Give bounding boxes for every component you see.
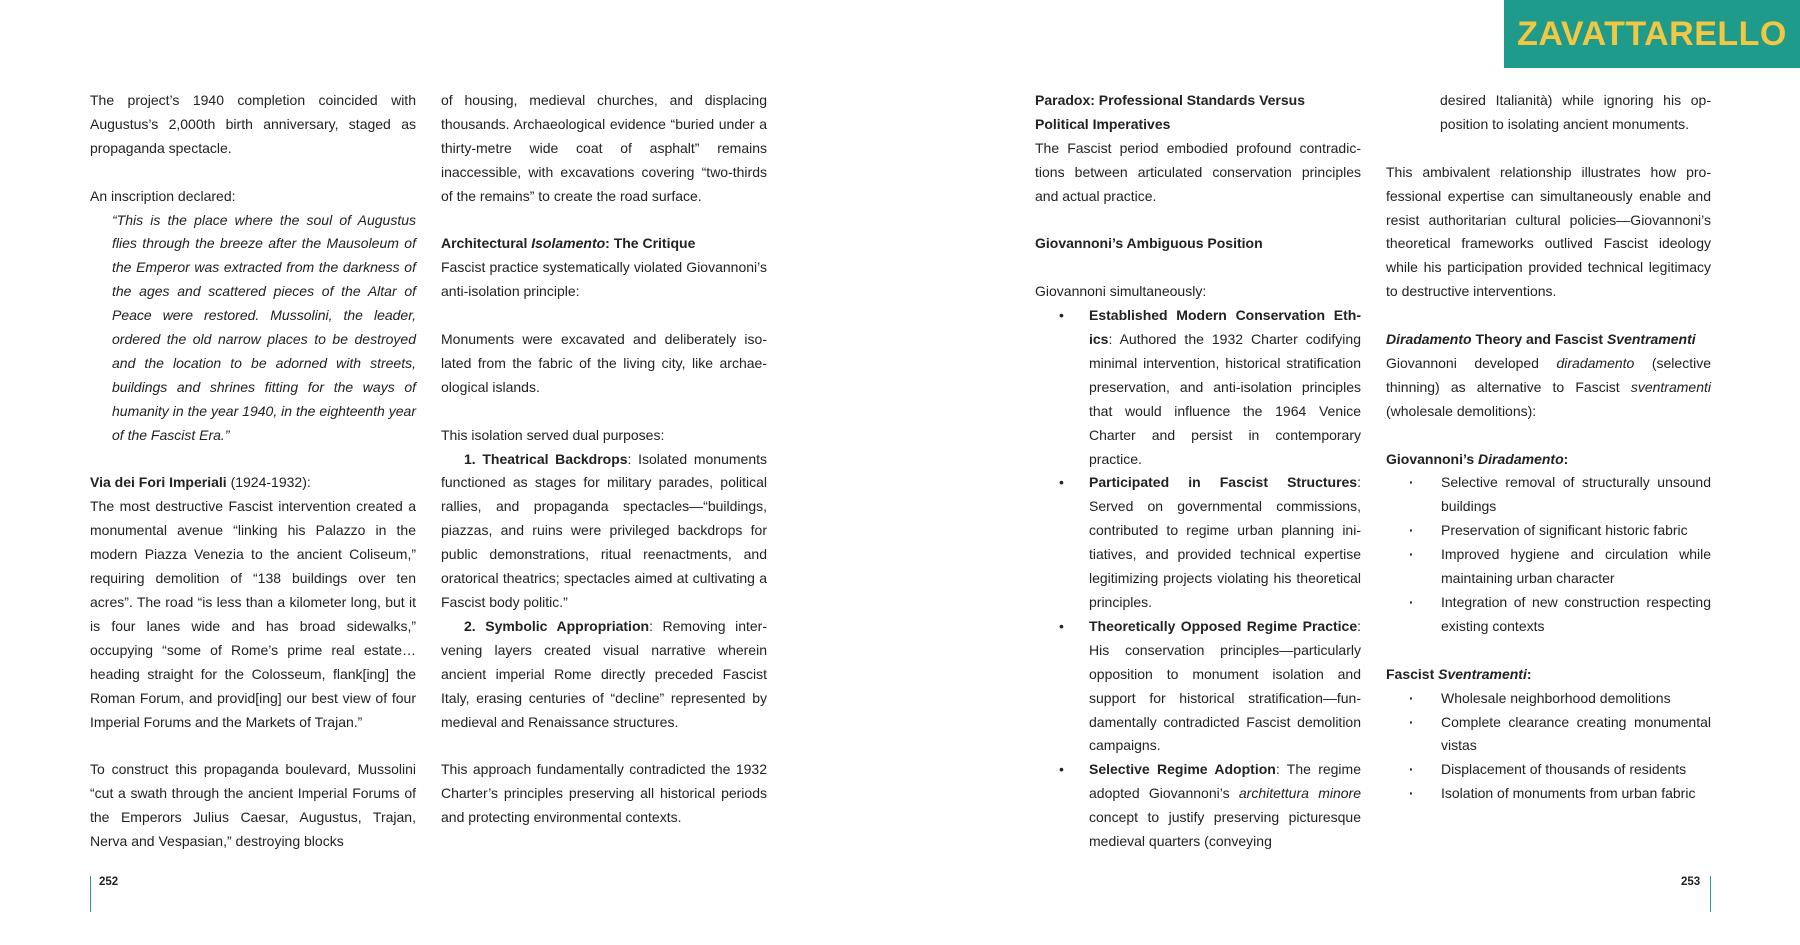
heading-part-italic: Sventramenti — [1606, 331, 1696, 348]
heading-part: : — [1563, 450, 1569, 467]
list-item: · Selective removal of structurally unsound buildings — [1386, 471, 1711, 519]
list-item: · Improved hygiene and circulation while maintaining urban character — [1386, 543, 1711, 591]
paragraph: The project’s 1940 completion coincided with Augustus’s 2,000th birth anniversary, staged as propaganda spectacle. — [90, 92, 416, 156]
list-item: · Complete clearance creating monumental vistas — [1386, 711, 1711, 759]
page-number-right: 253 — [1681, 876, 1701, 888]
chapter-title: ZAVATTARELLO — [1517, 14, 1787, 53]
list-item-text-italic: architettura minore — [1238, 785, 1361, 802]
page-253-column-2 — [1386, 89, 1711, 806]
numbered-item-label: 2. Symbolic Appropriation — [464, 617, 650, 634]
heading-text: Via dei Fori Imperiali — [90, 474, 227, 491]
paragraph — [1386, 352, 1711, 424]
paragraph: An inscription declared: — [90, 187, 236, 204]
list-item — [1035, 304, 1361, 471]
list-item-label: Theoretically Opposed Regime Practice — [1089, 617, 1358, 634]
numbered-item-label: 1. Theatrical Backdrops — [464, 450, 628, 467]
heading-part-italic: Isolamento — [531, 235, 606, 252]
heading-suffix: (1924-1932): — [226, 474, 311, 491]
list-item-label: Selective Regime Adoption — [1089, 761, 1276, 778]
page-252-column-1 — [90, 89, 416, 854]
list-item-text: : Authored the 1932 Charter codifying minimal intervention, historical stratification preservation, and anti-isolation principles that would influence the 1964 Venice Charter and persist in contemporary practice. — [1089, 331, 1361, 467]
page-252-column-2 — [441, 89, 767, 830]
continued-list-text: desired Italianità) while ignoring his opposition to isolating ancient monuments. — [1440, 92, 1711, 132]
numbered-item-text: : Isolated monuments functioned as stages for military parades, political rallies, and propaganda spectacles—“buildings, piazzas, and ruins were privileged backdrops for public demonstrations, ritual reenactments, and oratorical theatrics; spectacles aimed at cultivating a Fascist body politic.” — [441, 450, 767, 610]
heading-part: : The Critique — [605, 235, 696, 252]
page-number-left: 252 — [99, 876, 119, 888]
list-item-label: Participated in Fascist Structures — [1089, 474, 1358, 491]
paragraph: This approach fundamentally contradicted the 1932 Charter’s principles preserving all historical periods and protecting environmental contexts. — [441, 761, 767, 826]
bullet-list — [1035, 304, 1361, 854]
text-part: (selective thinning) as alternative to Fascist — [1386, 354, 1711, 395]
list-item — [1035, 758, 1361, 854]
heading-part: Theory and Fascist — [1471, 331, 1607, 348]
text-part: Giovannoni developed — [1386, 354, 1557, 371]
paragraph: To construct this propaganda boulevard, Mussolini “cut a swath through the ancient Imperial Forums of the Emperors Julius Caesar, Augustus, Trajan, Nerva and Vespasian,” destroying blocks — [90, 761, 416, 850]
paragraph: of housing, medieval churches, and displacing thousands. Archaeological evidence “buried under a thirty-metre wide coat of asphalt” remains inaccessible, with excavations covering “two-thirds of the remains” to create the road surface. — [441, 92, 767, 204]
heading-part-italic: Sventramenti — [1438, 665, 1527, 682]
text-part-italic: diradamento — [1556, 354, 1635, 371]
list-item — [1035, 615, 1361, 758]
heading-part-italic: Diradamento — [1478, 450, 1564, 467]
section-heading — [90, 471, 416, 495]
chapter-title-banner — [1504, 0, 1800, 68]
list-item-text: : His conservation principles—particularly opposition to monument isolation and support for historical stratification—fundamentally contradicted Fascist demolition campaigns. — [1089, 617, 1361, 754]
list-item-text: concept to justify preserving picturesque medieval quarters (conveying — [1089, 809, 1361, 850]
inscription-quote: “This is the place where the soul of Augustus flies through the breeze after the Mausoleum of the Emperor was extracted from the darkness of the ages and scattered pieces of the Altar of Peace were restored. Mussolini, the leader, ordered the old narrow places to be destroyed and the location to be adorned with streets, buildings and shrines fitting for the ways of humanity in the year 1940, in the eighteenth year of the Fascist Era.” — [112, 211, 416, 443]
section-heading — [1386, 663, 1711, 687]
page-number-rule-left — [90, 876, 91, 912]
paragraph: The Fascist period embodied profound contradictions between articulated conservation principles and actual practice. — [1035, 139, 1361, 204]
paragraph: This ambivalent relationship illustrates how professional expertise can simultaneously enable and resist authoritarian cultural policies—Giovannoni’s theoretical frameworks outlived Fascist ideology while his participation provided technical legitimacy to destructive interventions. — [1386, 163, 1711, 300]
paragraph: This isolation served dual purposes: — [441, 426, 665, 443]
text-part-italic: sventramenti — [1630, 378, 1711, 395]
section-heading — [1386, 448, 1711, 472]
text-part: (wholesale demolitions): — [1386, 402, 1537, 419]
list-item: · Preservation of significant historic fabric — [1386, 519, 1711, 543]
list-item-text: : The regime adopted Giovannoni’s — [1089, 761, 1361, 802]
page-253-column-1 — [1035, 89, 1361, 854]
page-number-rule-right — [1710, 876, 1711, 912]
list-item-text: : Served on governmental commissions, contributed to regime urban planning initiatives, and provided technical expertise legitimizing projects violating his theoretical principles. — [1089, 474, 1361, 610]
section-heading: Paradox: Professional Standards Versus Political Imperatives — [1035, 92, 1305, 132]
section-heading — [1386, 328, 1711, 352]
numbered-item — [441, 615, 767, 735]
numbered-item — [441, 448, 767, 615]
section-heading — [441, 232, 767, 256]
bullet-list — [1386, 687, 1711, 807]
heading-part: Giovannoni’s — [1386, 450, 1479, 467]
paragraph: Fascist practice systematically violated Giovannoni’s anti-isolation principle: — [441, 259, 767, 300]
list-item-label: Established Modern Conservation Ethics — [1089, 307, 1361, 348]
heading-part: Architectural — [441, 235, 532, 252]
bullet-list — [1386, 471, 1711, 638]
numbered-item-text: : Removing intervening layers created visual narrative wherein ancient imperial Rome directly preceded Fascist Italy, erasing centuries of “decline” represented by medieval and Renaissance structures. — [441, 617, 767, 730]
list-item: · Isolation of monuments from urban fabric — [1386, 782, 1711, 806]
paragraph: Giovannoni simultaneously: — [1035, 283, 1207, 300]
heading-part-italic: Diradamento — [1386, 331, 1472, 348]
list-item: · Displacement of thousands of residents — [1386, 758, 1711, 782]
heading-part: : — [1526, 665, 1532, 682]
list-item — [1035, 471, 1361, 614]
section-heading: Giovannoni’s Ambiguous Position — [1035, 235, 1263, 252]
paragraph: The most destructive Fascist intervention created a monumental avenue “linking his Palazzo in the modern Piazza Venezia to the ancient Coliseum,” requiring demolition of “138 buildings over ten acres”. The road “is less than a kilometer long, but it is four lanes wide and has broad sidewalks,” occupying “some of Rome’s prime real estate… heading straight for the Colosseum, flank[ing] the Roman Forum, and provid[ing] our best view of four Imperial Forums and the Markets of Trajan.” — [90, 498, 416, 730]
heading-part: Fascist — [1386, 665, 1439, 682]
paragraph: Monuments were excavated and deliberately isolated from the fabric of the living city, like archaeological islands. — [441, 331, 767, 395]
list-item: · Integration of new construction respecting existing contexts — [1386, 591, 1711, 639]
list-item: · Wholesale neighborhood demolitions — [1386, 687, 1711, 711]
